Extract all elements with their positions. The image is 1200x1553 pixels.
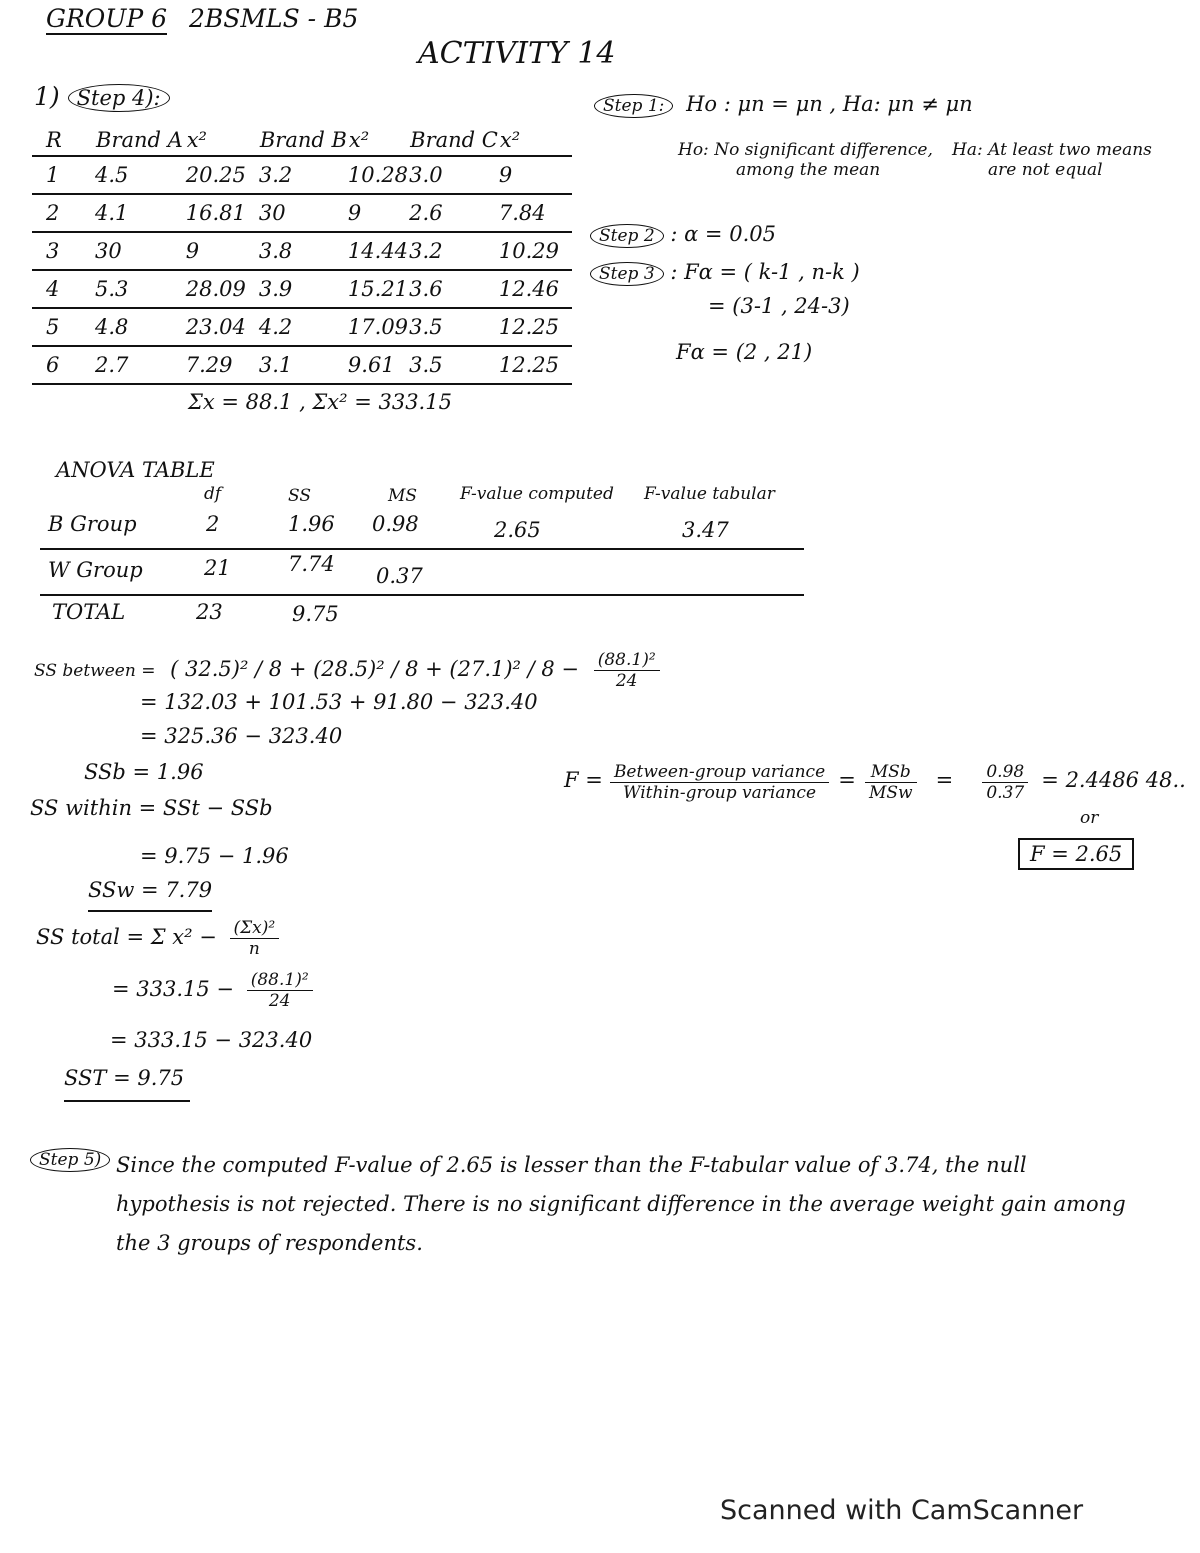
step5-conclusion: Since the computed F-value of 2.65 is lesser than the F-tabular value of 3.74, the null hypothesis is not rejected. There is no significant difference in the average weight gain among the 3 groups of respondents. bbox=[116, 1153, 1126, 1255]
step4-cell-brand-b: 4.2 bbox=[258, 315, 293, 339]
ss-total-result: SST = 9.75 bbox=[64, 1066, 185, 1090]
step3-df-line3: Fα = (2 , 21) bbox=[676, 340, 813, 364]
step4-cell-r: 2 bbox=[46, 201, 60, 225]
step4-cell-x2-b: 15.21 bbox=[347, 277, 409, 301]
step4-cell-brand-b: 3.9 bbox=[258, 277, 293, 301]
step4-cell-r: 4 bbox=[46, 277, 60, 301]
step1-ho-words: Ho: No significant difference, among the mean bbox=[678, 140, 933, 180]
step4-cell-x2-a: 28.09 bbox=[185, 277, 246, 301]
step4-cell-x2-b: 14.44 bbox=[347, 239, 409, 263]
ss-between-result: SSb = 1.96 bbox=[84, 760, 204, 784]
anova-row-between-ms: 0.98 bbox=[372, 512, 419, 536]
step4-row bbox=[32, 232, 572, 270]
ss-between-fraction: $\frac{\text{(88.1)²}}{24}$ bbox=[594, 650, 660, 691]
step4-cell-r: 5 bbox=[46, 315, 60, 339]
step4-cell-x2-c: 7.84 bbox=[498, 201, 546, 225]
step4-row bbox=[32, 308, 572, 346]
col-r: R bbox=[46, 127, 62, 152]
step4-sums: Σx = 88.1 , Σx² = 333.15 bbox=[188, 390, 452, 414]
f-variance-fraction: $\frac{\text{Between-group variance}}{\text{Within-group variance}}$ bbox=[610, 762, 829, 803]
step4-row bbox=[32, 156, 572, 194]
step4-cell-brand-a: 2.7 bbox=[95, 353, 129, 377]
ss-between-line3: = 325.36 − 323.40 bbox=[140, 724, 343, 748]
anova-row-between-df: 2 bbox=[206, 512, 220, 536]
step4-cell-brand-c: 3.0 bbox=[409, 163, 443, 187]
step4-cell-brand-b: 3.2 bbox=[258, 163, 293, 187]
step4-cell-brand-a: 5.3 bbox=[95, 277, 129, 301]
step3-df-line2: = (3-1 , 24-3) bbox=[708, 294, 850, 318]
f-final-boxed: F = 2.65 bbox=[1018, 838, 1134, 870]
step4-row bbox=[32, 194, 572, 232]
anova-row-within-ms: 0.37 bbox=[376, 564, 423, 588]
ss-total-line2: = 333.15 − $\frac{\text{(88.1)²}}{24}$ bbox=[112, 970, 313, 1011]
ss-total-fraction: $\frac{\text{(Σx)²}}{n}$ bbox=[230, 918, 280, 959]
col-x2-c: x² bbox=[499, 127, 521, 152]
f-ms-fraction: $\frac{\text{MSb}}{\text{MSw}}$ bbox=[865, 762, 917, 803]
step4-cell-x2-b: 17.09 bbox=[347, 315, 409, 339]
ss-within-line1: SS within = SSt − SSb bbox=[30, 796, 273, 820]
ss-within-result: SSw = 7.79 bbox=[88, 878, 213, 902]
step4-cell-brand-c: 2.6 bbox=[409, 201, 443, 225]
step4-cell-brand-a: 4.8 bbox=[95, 315, 129, 339]
step1-symbolic: Step 1: Ho : μn = μn , Ha: μn ≠ μn bbox=[594, 92, 973, 116]
step4-cell-brand-b: 3.1 bbox=[258, 353, 293, 377]
step4-cell-x2-c: 10.29 bbox=[498, 239, 559, 263]
step4-row bbox=[32, 346, 572, 384]
ss-within-underline bbox=[88, 910, 212, 912]
step4-cell-x2-c: 9 bbox=[498, 163, 513, 187]
step4-cell-x2-b: 9 bbox=[347, 201, 362, 225]
step4-cell-brand-c: 3.2 bbox=[409, 239, 443, 263]
col-brand-b: Brand B bbox=[259, 127, 347, 152]
step4-cell-brand-b: 3.8 bbox=[258, 239, 293, 263]
col-brand-c: Brand C bbox=[410, 127, 498, 152]
step4-cell-brand-c: 3.6 bbox=[409, 277, 443, 301]
anova-divider-2 bbox=[40, 594, 804, 596]
anova-divider-1 bbox=[40, 548, 804, 550]
anova-header-ftab: F-value tabular bbox=[644, 484, 775, 504]
ss-total-line3: = 333.15 − 323.40 bbox=[110, 1028, 313, 1052]
step4-cell-brand-a: 4.1 bbox=[95, 201, 129, 225]
step1-ha-words: Ha: At least two means are not equal bbox=[952, 140, 1152, 180]
step4-cell-r: 1 bbox=[46, 163, 60, 187]
anova-header-fcomp: F-value computed bbox=[460, 484, 614, 504]
step4-cell-x2-a: 9 bbox=[185, 239, 200, 263]
camscanner-watermark: Scanned with CamScanner bbox=[720, 1495, 1084, 1526]
step4-cell-x2-c: 12.25 bbox=[498, 315, 559, 339]
header-group: GROUP 6 2BSMLS - B5 bbox=[46, 4, 359, 33]
step4-cell-r: 6 bbox=[46, 353, 60, 377]
ss-total-line1: SS total = Σ x² − $\frac{\text{(Σx)²}}{n}$ bbox=[36, 918, 279, 959]
anova-row-between-ftab: 3.47 bbox=[682, 518, 729, 542]
step4-cell-x2-b: 10.28 bbox=[347, 163, 409, 187]
step4-cell-x2-a: 23.04 bbox=[185, 315, 246, 339]
anova-row-total-ss: 9.75 bbox=[292, 602, 339, 626]
anova-row-within-ss: 7.74 bbox=[288, 552, 335, 576]
anova-row-total-df: 23 bbox=[196, 600, 223, 624]
ss-within-line2: = 9.75 − 1.96 bbox=[140, 844, 289, 868]
anova-header-df: df bbox=[204, 484, 222, 504]
step4-cell-brand-a: 30 bbox=[95, 239, 122, 263]
step4-cell-x2-c: 12.25 bbox=[498, 353, 559, 377]
anova-row-between-fcomp: 2.65 bbox=[494, 518, 541, 542]
step4-cell-brand-c: 3.5 bbox=[409, 353, 443, 377]
step4-table bbox=[32, 124, 572, 385]
step4-heading: 1) Step 4): bbox=[34, 82, 170, 111]
ss-total-underline bbox=[64, 1100, 190, 1102]
f-computation: F = $\frac{\text{Between-group variance}}{\text{Within-group variance}}$ = $\frac{\text{MSb}}{\text{MSw}}$ = $\frac{0.98}{0.37}$ = 2.4486 48.. bbox=[564, 762, 1186, 803]
step4-cell-brand-c: 3.5 bbox=[409, 315, 443, 339]
anova-title: ANOVA TABLE bbox=[56, 458, 215, 482]
step3-df: Step 3 : Fα = ( k-1 , n-k ) bbox=[590, 260, 860, 284]
step4-cell-brand-a: 4.5 bbox=[95, 163, 129, 187]
step4-cell-x2-a: 16.81 bbox=[185, 201, 246, 225]
anova-row-within-df: 21 bbox=[204, 556, 231, 580]
step2-alpha: Step 2 : α = 0.05 bbox=[590, 222, 776, 246]
anova-header-ms: MS bbox=[388, 486, 418, 506]
f-decimal-result: = 2.4486 48.. bbox=[1041, 768, 1186, 792]
f-value-fraction: $\frac{0.98}{0.37}$ bbox=[982, 762, 1028, 803]
col-brand-a: Brand A bbox=[96, 127, 183, 152]
step4-cell-r: 3 bbox=[46, 239, 60, 263]
step4-cell-x2-c: 12.46 bbox=[498, 277, 559, 301]
step5-label: Step 5) bbox=[30, 1146, 110, 1170]
ss-total-fraction-2: $\frac{\text{(88.1)²}}{24}$ bbox=[247, 970, 313, 1011]
step4-cell-brand-b: 30 bbox=[258, 201, 286, 225]
anova-row-total-source: TOTAL bbox=[52, 600, 126, 624]
step4-data-table bbox=[32, 124, 572, 385]
col-x2-a: x² bbox=[186, 127, 207, 152]
col-x2-b: x² bbox=[348, 127, 370, 152]
page-title: ACTIVITY 14 bbox=[418, 36, 616, 71]
anova-row-within-source: W Group bbox=[48, 558, 143, 582]
anova-header-ss: SS bbox=[288, 486, 311, 506]
step4-row bbox=[32, 270, 572, 308]
ss-between-line2: = 132.03 + 101.53 + 91.80 − 323.40 bbox=[140, 690, 538, 714]
step4-cell-x2-a: 20.25 bbox=[185, 163, 246, 187]
f-or: or bbox=[1080, 808, 1099, 828]
anova-row-between-source: B Group bbox=[48, 512, 137, 536]
step4-cell-x2-b: 9.61 bbox=[347, 353, 395, 377]
anova-row-between-ss: 1.96 bbox=[288, 512, 335, 536]
ss-between-line1: SS between = ( 32.5)² / 8 + (28.5)² / 8 + (27.1)² / 8 − $\frac{\text{(88.1)²}}{24}$ bbox=[34, 650, 660, 691]
step4-header-row bbox=[32, 124, 572, 156]
step4-cell-x2-a: 7.29 bbox=[185, 353, 233, 377]
